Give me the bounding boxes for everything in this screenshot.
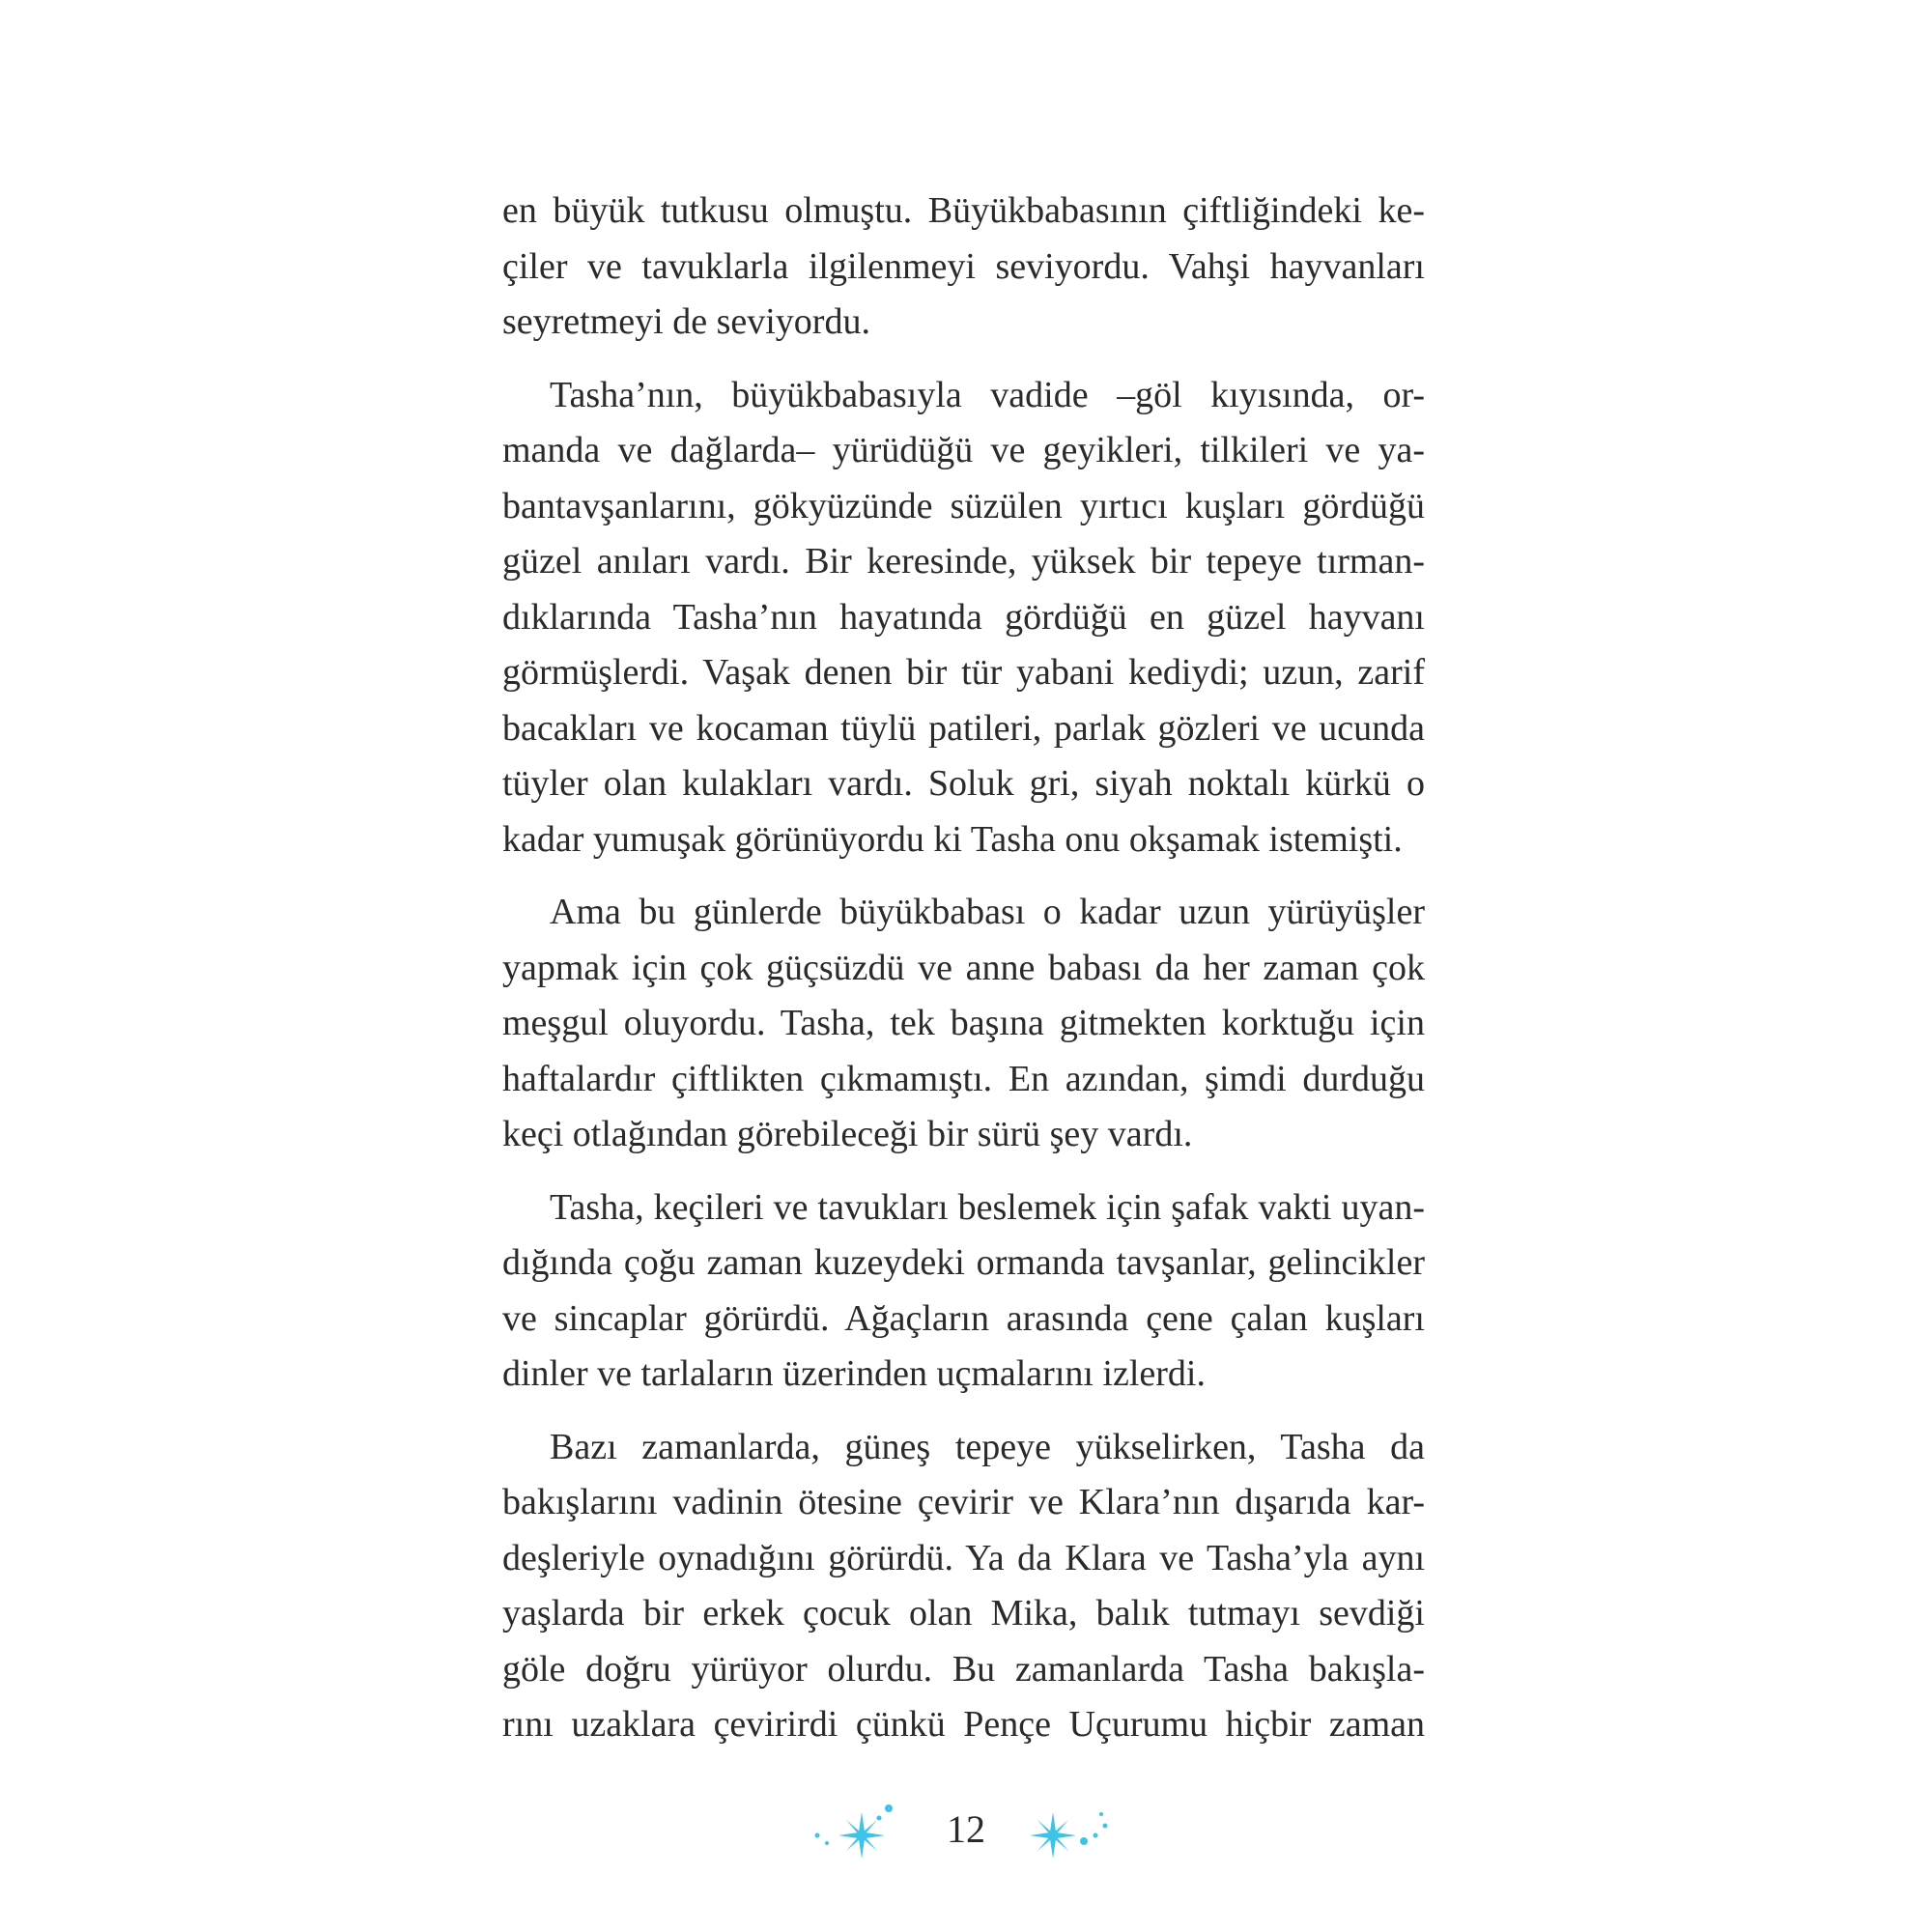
text-line: kadar yumuşak görünüyordu ki Tasha onu okşamak istemişti. <box>502 818 1403 860</box>
page-footer <box>0 1797 1932 1874</box>
paragraph-5 <box>502 1420 1425 1753</box>
text-line: yaşlarda bir erkek çocuk olan Mika, balık tutmayı sevdiği <box>502 1593 1425 1634</box>
text-line: deşleriyle oynadığını görürdü. Ya da Klara ve Tasha’yla aynı <box>502 1537 1425 1578</box>
text-line: manda ve dağlarda– yürüdüğü ve geyikleri, tilkileri ve ya- <box>502 430 1425 470</box>
text-line: güzel anıları vardı. Bir keresinde, yüksek bir tepeye tırman- <box>502 541 1425 582</box>
text-line: meşgul oluyordu. Tasha, tek başına gitmekten korktuğu için <box>502 1003 1425 1043</box>
text-line: en büyük tutkusu olmuştu. Büyükbabasının çiftliğindeki ke- <box>502 190 1425 231</box>
text-line: dığında çoğu zaman kuzeydeki ormanda tavşanlar, gelincikler <box>502 1242 1425 1283</box>
text-line: Tasha, keçileri ve tavukları beslemek için şafak vakti uyan- <box>550 1186 1425 1228</box>
text-line: ve sincaplar görürdü. Ağaçların arasında çene çalan kuşları <box>502 1297 1425 1339</box>
paragraph-2 <box>502 368 1425 868</box>
text-line: çiler ve tavuklarla ilgilenmeyi seviyordu. Vahşi hayvanları <box>502 245 1425 287</box>
page-number: 12 <box>947 1807 985 1851</box>
text-line: tüyler olan kulakları vardı. Soluk gri, siyah noktalı kürkü o <box>502 763 1425 804</box>
body-text <box>502 184 1425 1771</box>
text-line: seyretmeyi de seviyordu. <box>502 301 870 342</box>
text-line: Bazı zamanlarda, güneş tepeye yükselirken, Tasha da <box>550 1426 1425 1467</box>
sparkle-star-icon <box>811 1797 898 1864</box>
paragraph-3 <box>502 885 1425 1163</box>
text-line: dıklarında Tasha’nın hayatında gördüğü en güzel hayvanı <box>502 596 1425 638</box>
text-line: görmüşlerdi. Vaşak denen bir tür yabani kediydi; uzun, zarif <box>502 652 1425 693</box>
paragraph-4 <box>502 1180 1425 1403</box>
text-line: haftalardır çiftlikten çıkmamıştı. En azından, şimdi durduğu <box>502 1058 1425 1099</box>
text-line: yapmak için çok güçsüzdü ve anne babası da her zaman çok <box>502 947 1425 988</box>
text-line: bantavşanlarını, gökyüzünde süzülen yırtıcı kuşları gördüğü <box>502 485 1425 526</box>
text-line: bakışlarını vadinin ötesine çevirir ve Klara’nın dışarıda kar- <box>502 1482 1425 1522</box>
text-line: keçi otlağından görebileceği bir sürü şey vardı. <box>502 1114 1193 1154</box>
sparkle-star-icon <box>1024 1797 1111 1864</box>
paragraph-1 <box>502 184 1425 351</box>
text-line: göle doğru yürüyor olurdu. Bu zamanlarda Tasha bakışla- <box>502 1648 1425 1690</box>
text-line: Ama bu günlerde büyükbabası o kadar uzun yürüyüşler <box>550 892 1425 932</box>
text-line: Tasha’nın, büyükbabasıyla vadide –göl kıyısında, or- <box>550 374 1425 415</box>
text-line: bacakları ve kocaman tüylü patileri, parlak gözleri ve ucunda <box>502 707 1425 749</box>
text-line: dinler ve tarlaların üzerinden uçmalarını izlerdi. <box>502 1353 1206 1394</box>
text-line: rını uzaklara çevirirdi çünkü Pençe Uçurumu hiçbir zaman <box>502 1704 1425 1745</box>
